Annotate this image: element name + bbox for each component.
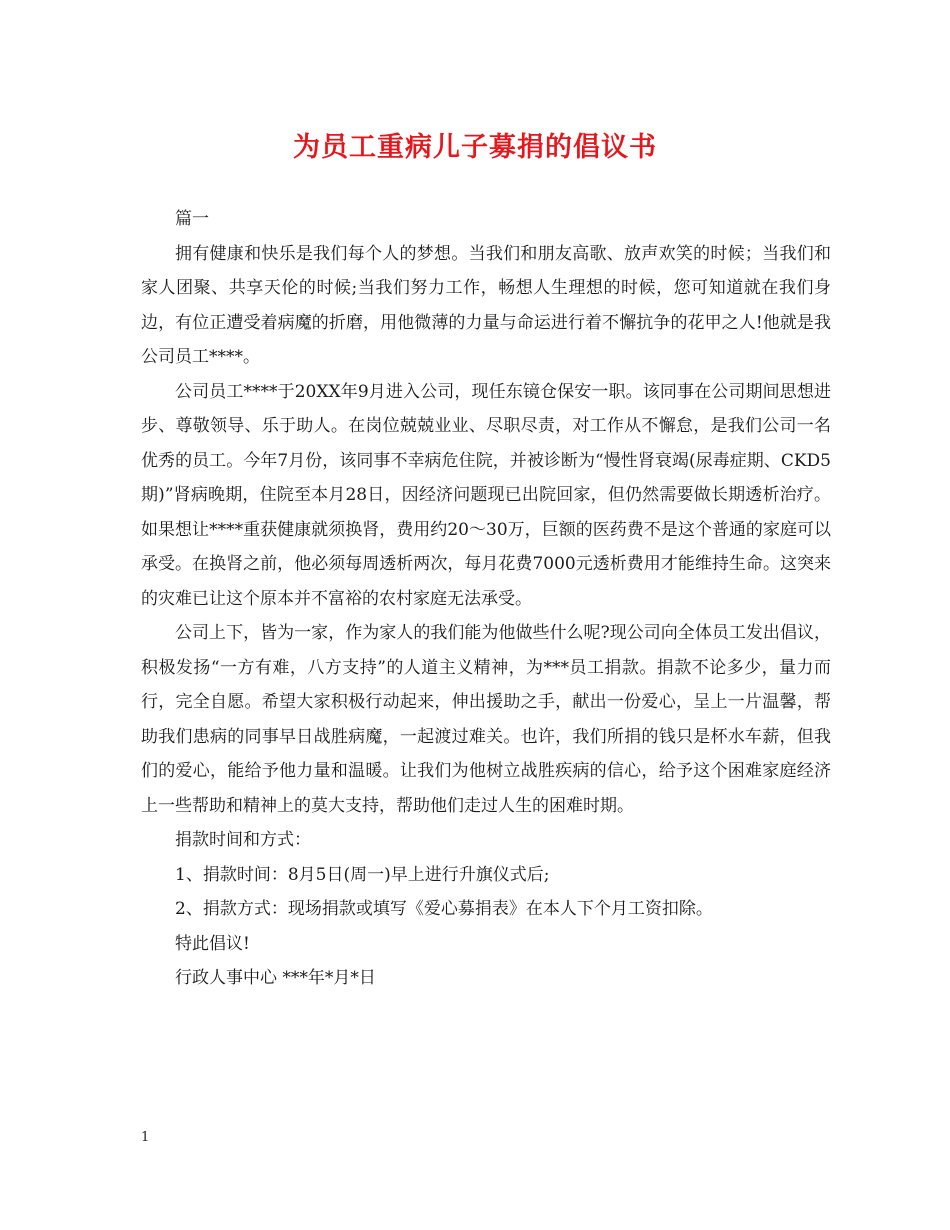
donation-heading: 捐款时间和方式： xyxy=(175,830,311,850)
paragraph-3: 公司上下，皆为一家，作为家人的我们能为他做些什么呢?现公司向全体员工发出倡议，积极发扬“一方有难，八方支持”的人道主义精神，为***员工捐款。捐款不论多少，量力而行，完全自愿。希望大家积极行动起来，伸出援助之手，献出一份爱心，呈上一片温馨，帮助我们患病的同事早日战胜病魔，一起渡过难关。也许，我们所捐的钱只是杯水车薪，但我们的爱心，能给予他力量和温暖。让我们为他树立战胜疾病的信心，给予这个困难家庭经济上一些帮助和精神上的莫大支持，帮助他们走过人生的困难时期。 xyxy=(141,623,831,816)
paragraph-1: 拥有健康和快乐是我们每个人的梦想。当我们和朋友高歌、放声欢笑的时候；当我们和家人团聚、共享天伦的时候;当我们努力工作，畅想人生理想的时候，您可知道就在我们身边，有位正遭受着病魔的折磨，用他微薄的力量与命运进行着不懈抗争的花甲之人!他就是我公司员工****。 xyxy=(141,243,831,367)
donation-item-time: 1、捐款时间：8月5日(周一)早上进行升旗仪式后; xyxy=(175,864,550,885)
page-number: 1 xyxy=(141,1130,150,1145)
document-title: 为员工重病儿子募捐的倡议书 xyxy=(293,132,657,163)
paragraph-2: 公司员工****于20XX年9月进入公司，现任东镜仓保安一职。该同事在公司期间思想进步、尊敬领导、乐于助人。在岗位兢兢业业、尽职尽责，对工作从不懈怠，是我们公司一名优秀的员工。今年7月份，该同事不幸病危住院，并被诊断为“慢性肾衰竭(尿毒症期、CKD5期)”肾病晚期，住院至本月28日，因经济问题现已出院回家，但仍然需要做长期透析治疗。如果想让****重获健康就须换肾，费用约20～30万，巨额的医药费不是这个普通的家庭可以承受。在换肾之前，他必须每周透析两次，每月花费7000元透析费用才能维持生命。这突来的灾难已让这个原本并不富裕的农村家庭无法承受。 xyxy=(141,381,831,609)
section-label: 篇一 xyxy=(175,209,209,229)
closing-line: 特此倡议! xyxy=(175,933,250,954)
donation-item-method: 2、捐款方式：现场捐款或填写《爱心募捐表》在本人下个月工资扣除。 xyxy=(175,899,713,919)
signature-line: 行政人事中心 ***年*月*日 xyxy=(175,968,376,988)
document-body xyxy=(141,202,831,996)
